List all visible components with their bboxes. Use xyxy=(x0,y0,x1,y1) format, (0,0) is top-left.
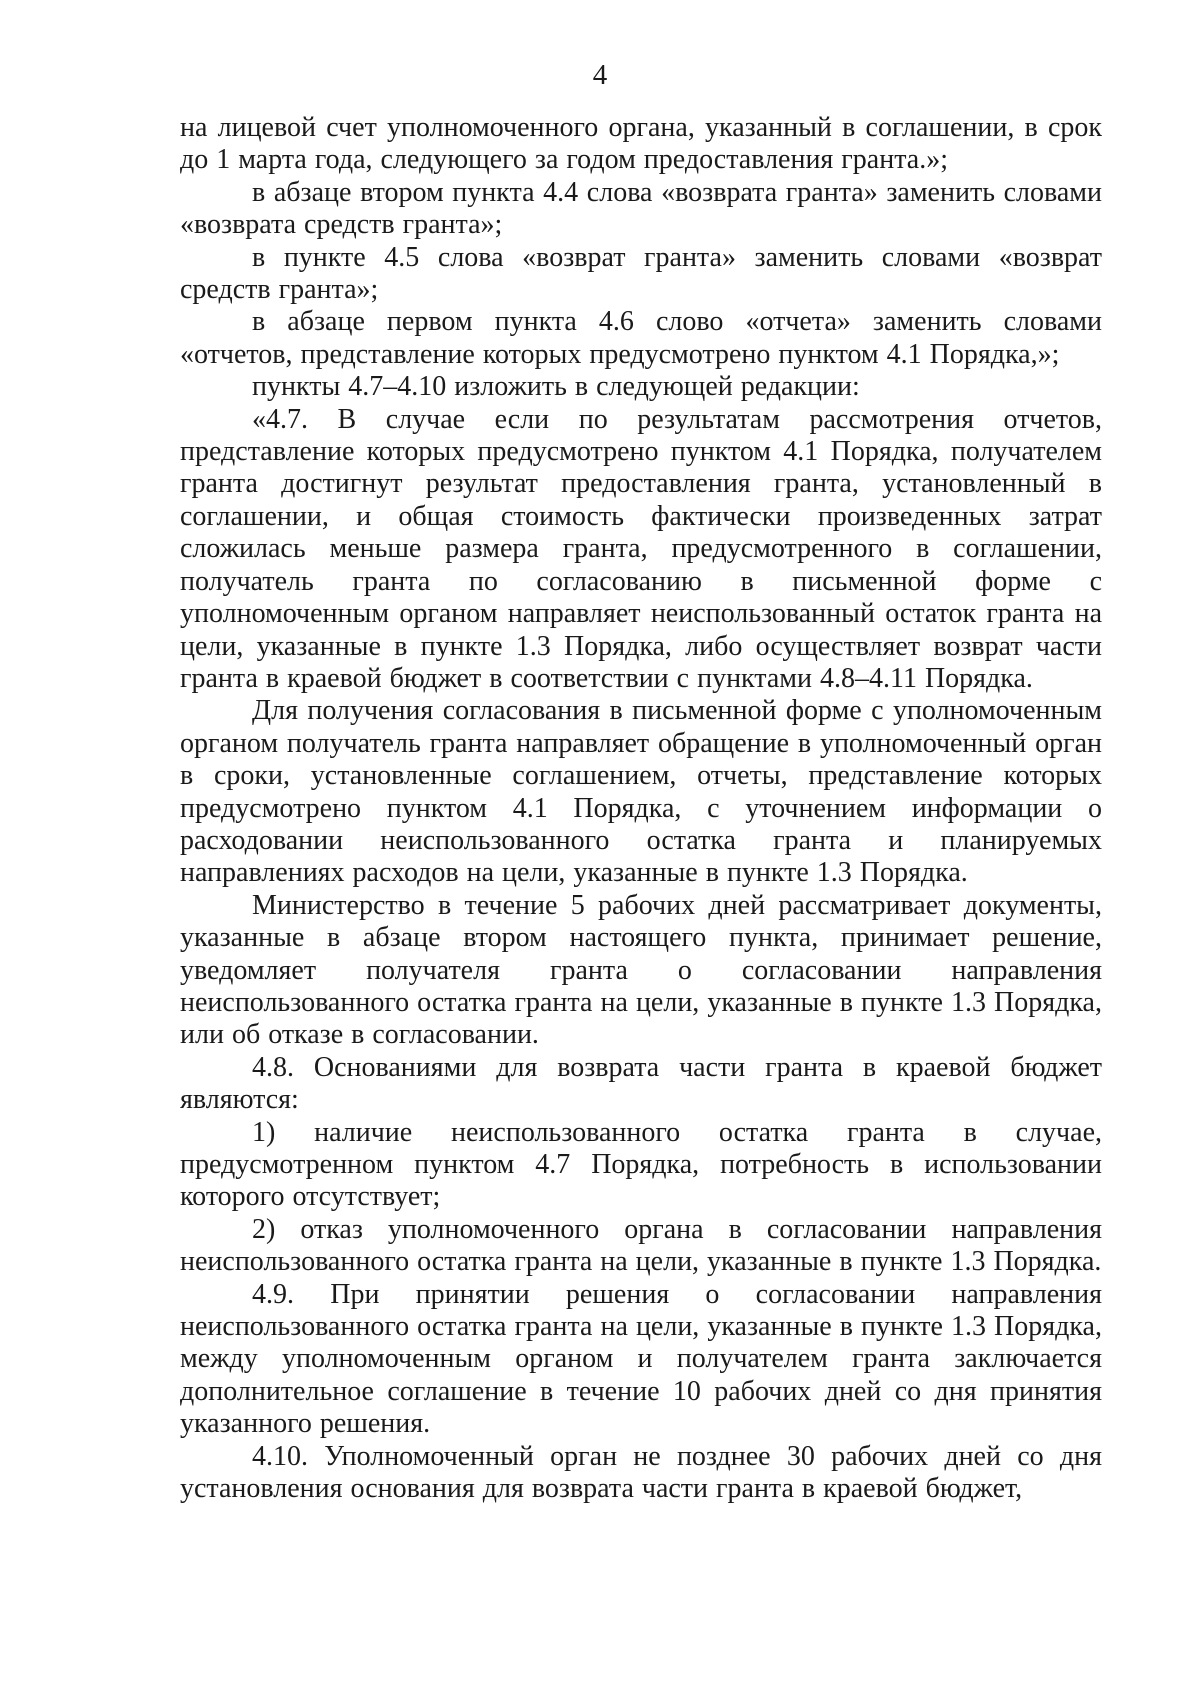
paragraph-4-8: 4.8. Основаниями для возврата части гранта в краевой бюджет являются: xyxy=(180,1051,1102,1116)
paragraph-4-7-approval: Для получения согласования в письменной форме с уполномоченным органом получатель гранта направляет обращение в уполномоченный орган в сроки, установленные соглашением, отчеты, представление которых предусмотрено пунктом 4.1 Порядка, с уточнением информации о расходовании неиспользованного остатка гранта и планируемых направлениях расходов на цели, указанные в пункте 1.3 Порядка. xyxy=(180,695,1102,889)
paragraph-4-8-item-1: 1) наличие неиспользованного остатка гранта в случае, предусмотренном пунктом 4.7 Порядка, потребность в использовании которого отсутствует; xyxy=(180,1116,1102,1213)
paragraph-amend-4-5: в пункте 4.5 слова «возврат гранта» заменить словами «возврат средств гранта»; xyxy=(180,241,1102,306)
paragraph-amend-4-7-4-10: пункты 4.7–4.10 изложить в следующей редакции: xyxy=(252,371,860,403)
paragraph-amend-4-6: в абзаце первом пункта 4.6 слово «отчета» заменить словами «отчетов, представление которых предусмотрено пунктом 4.1 Порядка,»; xyxy=(180,306,1102,370)
paragraph-4-10: 4.10. Уполномоченный орган не позднее 30 рабочих дней со дня установления основания для возврата части гранта в краевой бюджет, xyxy=(180,1440,1102,1505)
paragraph-amend-4-4: в абзаце втором пункта 4.4 слова «возврата гранта» заменить словами «возврата средств гранта»; xyxy=(180,176,1102,241)
paragraph-4-7-ministry: Министерство в течение 5 рабочих дней рассматривает документы, указанные в абзаце втором настоящего пункта, принимает решение, уведомляет получателя гранта о согласовании направления неиспользованного остатка гранта на цели, указанные в пункте 1.3 Порядка, или об отказе в согласовании. xyxy=(180,889,1102,1051)
paragraph-continuation: на лицевой счет уполномоченного органа, указанный в соглашении, в срок до 1 марта года, следующего за годом предоставления гранта.»; xyxy=(180,112,1102,176)
paragraph-4-7: «4.7. В случае если по результатам рассмотрения отчетов, представление которых предусмотрено пунктом 4.1 Порядка, получателем гранта достигнут результат предоставления гранта, установленный в соглашении, и общая стоимость фактически произведенных затрат сложилась меньше размера гранта, предусмотренного в соглашении, получатель гранта по согласованию в письменной форме с уполномоченным органом направляет неиспользованный остаток гранта на цели, указанные в пункте 1.3 Порядка, либо осуществляет возврат части гранта в краевой бюджет в соответствии с пунктами 4.8–4.11 Порядка. xyxy=(180,403,1102,694)
paragraph-4-8-item-2: 2) отказ уполномоченного органа в согласовании направления неиспользованного остатка гранта на цели, указанные в пункте 1.3 Порядка. xyxy=(180,1213,1102,1278)
page-number: 4 xyxy=(592,59,608,91)
paragraph-4-9: 4.9. При принятии решения о согласовании направления неиспользованного остатка гранта на цели, указанные в пункте 1.3 Порядка, между уполномоченным органом и получателем гранта заключается дополнительное соглашение в течение 10 рабочих дней со дня принятия указанного решения. xyxy=(180,1278,1102,1440)
document-body xyxy=(180,112,1102,1505)
